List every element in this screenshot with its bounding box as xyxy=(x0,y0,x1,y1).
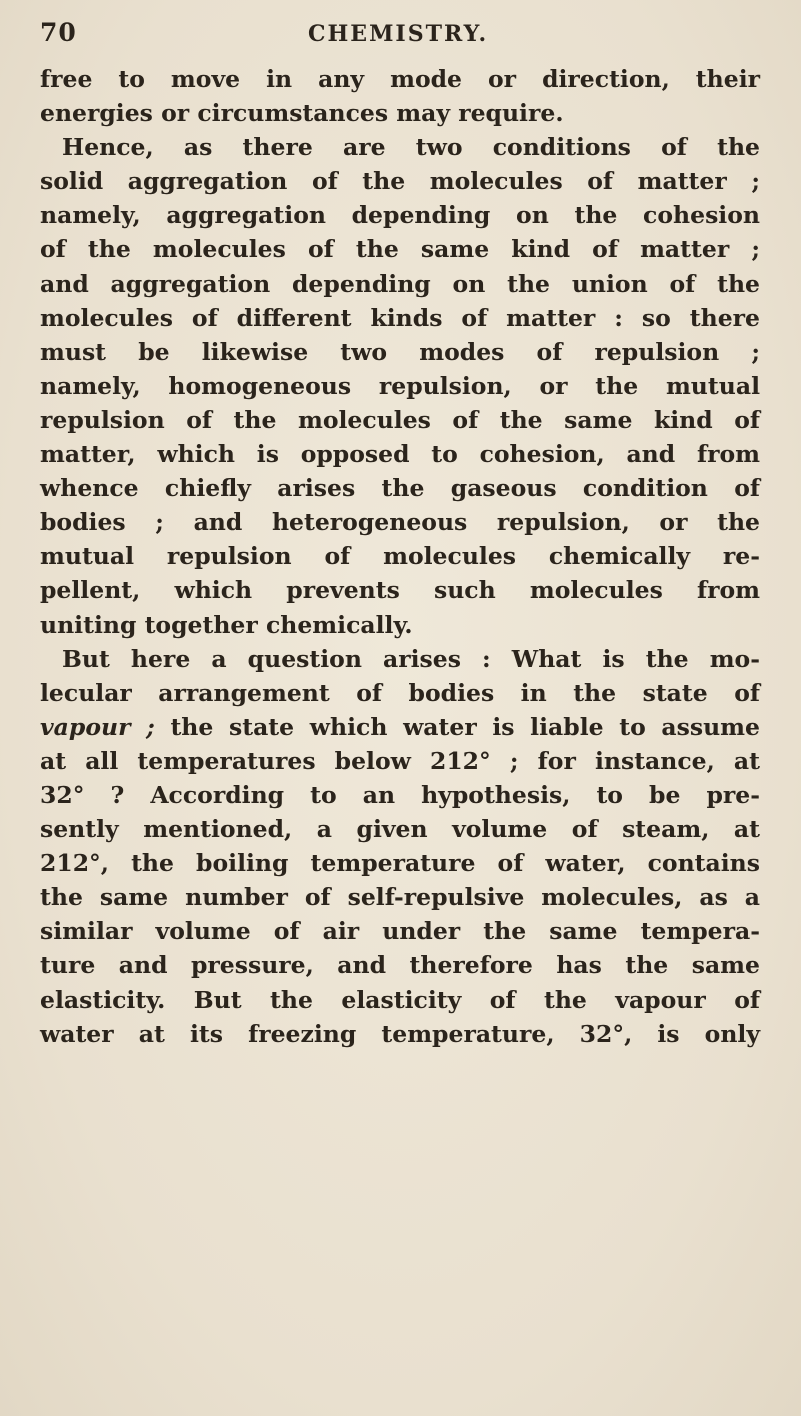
text-line-23: sently mentioned, a given volume of steam, at xyxy=(40,815,760,844)
text-line-2: energies or circumstances may require. xyxy=(40,99,564,128)
text-line-1: free to move in any mode or direction, their xyxy=(40,65,760,93)
text-line-13: whence chiefly arises the gaseous condition of xyxy=(40,474,760,503)
text-line-18: But here a question arises : What is the mo- xyxy=(62,644,760,673)
text-line-7: and aggregation depending on the union of the xyxy=(40,269,760,298)
text-line-17: uniting together chemically. xyxy=(40,610,413,639)
text-line-28: elasticity. But the elasticity of the vapour of xyxy=(40,985,760,1014)
text-line-10: namely, homogeneous repulsion, or the mutual xyxy=(40,371,760,400)
text-line-12: matter, which is opposed to cohesion, and from xyxy=(40,440,760,469)
text-line-16: pellent, which prevents such molecules from xyxy=(40,576,760,605)
text-line-22: 32° ? According to an hypothesis, to be pre- xyxy=(40,780,760,809)
text-line-8: molecules of different kinds of matter : so there xyxy=(40,303,760,332)
text-line-6: of the molecules of the same kind of matter ; xyxy=(40,235,760,264)
page-header xyxy=(40,18,780,58)
text-line-27: ture and pressure, and therefore has the same xyxy=(40,951,760,980)
text-line-15: mutual repulsion of molecules chemically re- xyxy=(40,542,760,571)
text-line-5: namely, aggregation depending on the cohesion xyxy=(40,201,760,230)
text-line-26: similar volume of air under the same tempera- xyxy=(40,917,760,946)
text-line-24: 212°, the boiling temperature of water, contains xyxy=(40,849,760,878)
text-line-29: water at its freezing temperature, 32°, is only xyxy=(40,1019,760,1048)
text-line-14: bodies ; and heterogeneous repulsion, or the xyxy=(40,508,760,537)
body-text xyxy=(40,62,760,1051)
page-number: 70 xyxy=(40,18,77,47)
text-line-4: solid aggregation of the molecules of matter ; xyxy=(40,167,760,196)
text-line-21: at all temperatures below 212° ; for instance, at xyxy=(40,746,760,775)
text-line-20: vapour ; the state which water is liable to assume xyxy=(40,712,760,741)
text-line-9: must be likewise two modes of repulsion ; xyxy=(40,337,760,366)
text-line-25: the same number of self-repulsive molecules, as a xyxy=(40,883,760,912)
running-head: CHEMISTRY. xyxy=(308,21,489,47)
text-line-19: lecular arrangement of bodies in the state of xyxy=(40,678,760,707)
text-line-3: Hence, as there are two conditions of the xyxy=(62,133,760,162)
text-line-11: repulsion of the molecules of the same kind of xyxy=(40,405,760,434)
